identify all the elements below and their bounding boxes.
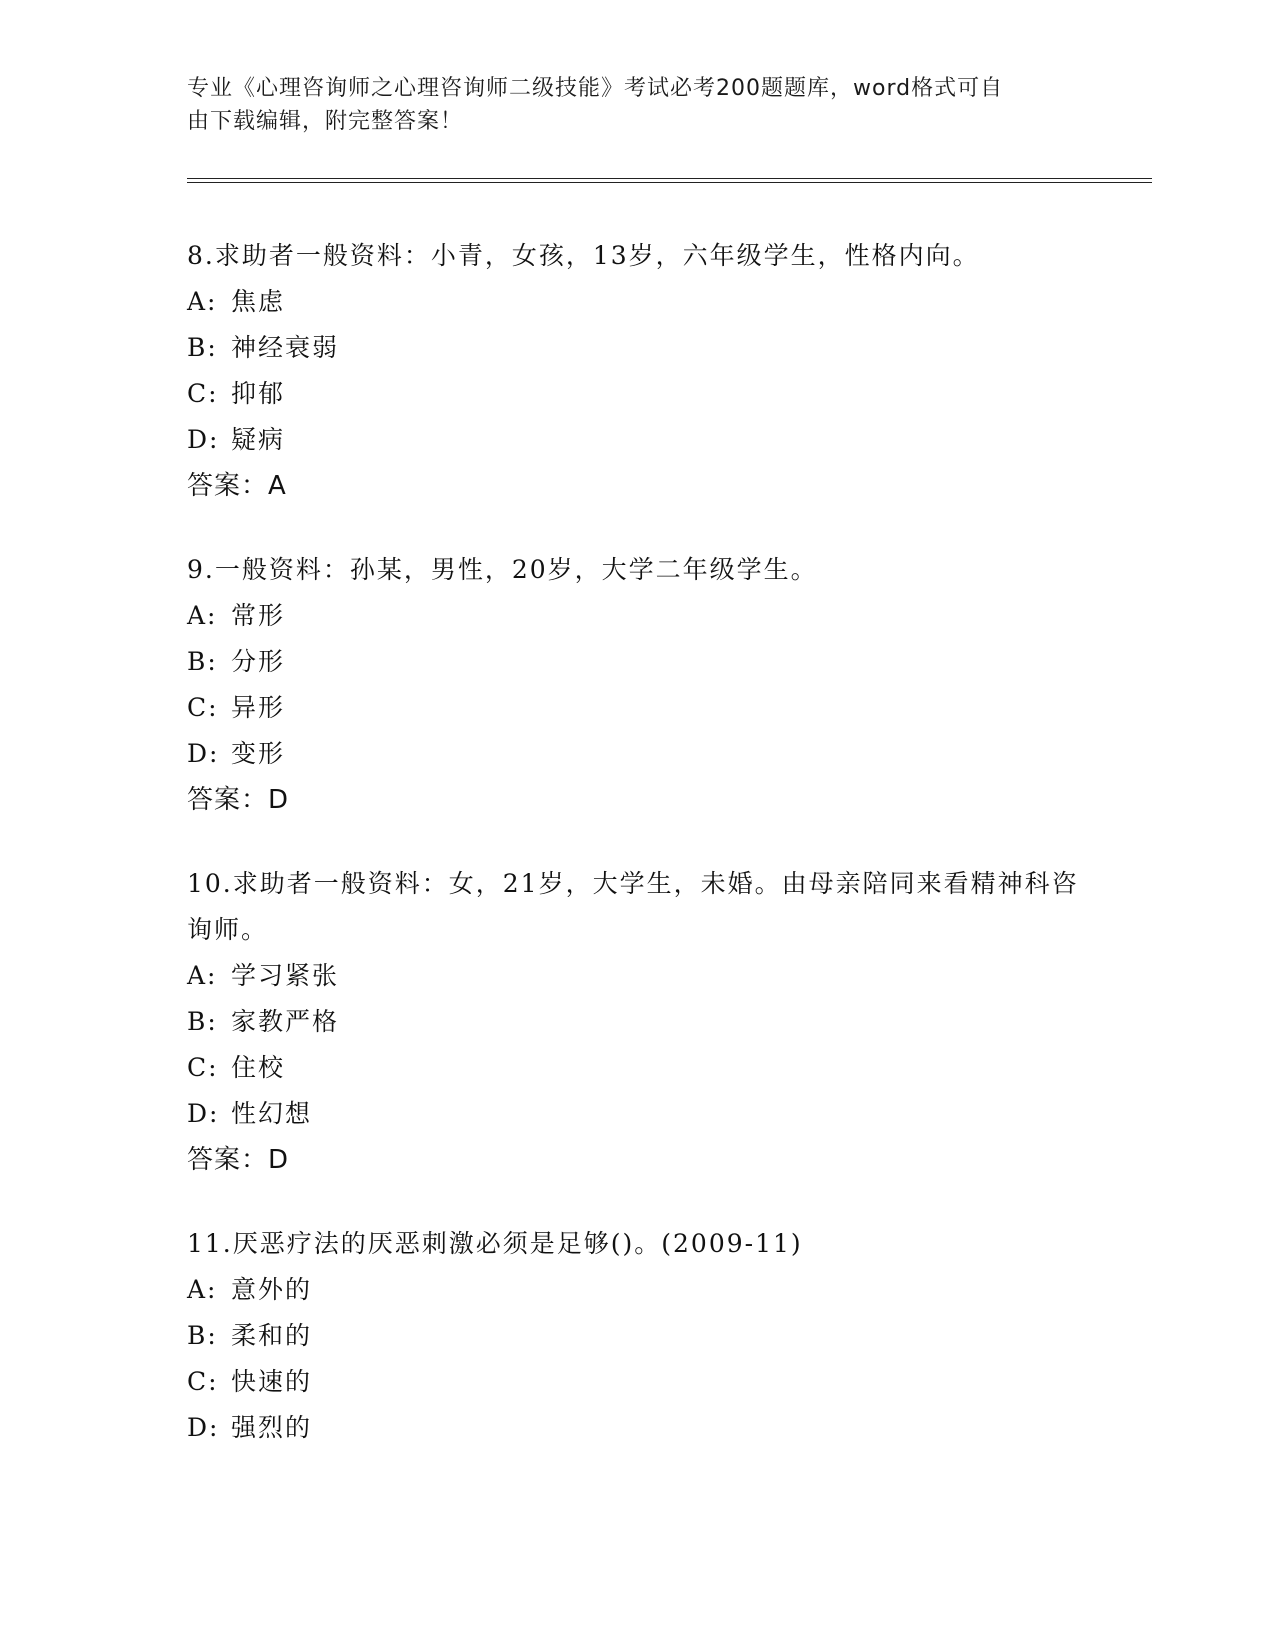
option-c [187,1045,1087,1091]
option-key: C: [187,379,219,408]
option-key: C: [187,1367,219,1396]
option-text: 柔和的 [231,1321,313,1350]
option-text: 常形 [231,601,286,630]
option-key: D: [187,425,220,454]
question-item [187,233,1087,509]
question-text: 11.厌恶疗法的厌恶刺激必须是足够()。(2009-11) [187,1229,803,1258]
option-b [187,1313,1087,1359]
option-text: 性幻想 [231,1099,313,1128]
option-b [187,999,1087,1045]
option-text: 住校 [231,1053,286,1082]
answer-line: 答案：D [187,785,290,815]
question-item [187,547,1087,823]
option-text: 家教严格 [231,1007,340,1036]
option-key: A: [187,601,218,630]
option-text: 学习紧张 [231,961,340,990]
question-text: 9.一般资料：孙某，男性，20岁，大学二年级学生。 [187,555,818,584]
option-b [187,639,1087,685]
option-text: 分形 [231,647,286,676]
question-item [187,1221,1087,1451]
option-text: 快速的 [231,1367,313,1396]
option-key: B: [187,1007,218,1036]
option-a [187,593,1087,639]
question-list [187,233,1087,1489]
option-key: A: [187,961,218,990]
intro-line-2: 由下载编辑，附完整答案！ [187,109,464,134]
intro-line-1: 专业《心理咨询师之心理咨询师二级技能》考试必考200题题库，word格式可自 [187,76,1004,101]
option-d [187,1405,1087,1451]
option-key: C: [187,693,219,722]
option-a [187,953,1087,999]
option-key: B: [187,647,218,676]
option-text: 异形 [231,693,286,722]
option-text: 抑郁 [231,379,286,408]
option-text: 神经衰弱 [231,333,340,362]
option-text: 疑病 [231,425,286,454]
option-c [187,1359,1087,1405]
header-divider-top [187,178,1152,179]
option-key: A: [187,1275,218,1304]
answer-line: 答案：A [187,471,287,501]
option-key: D: [187,739,220,768]
option-key: A: [187,287,218,316]
question-item [187,861,1087,1183]
option-text: 强烈的 [231,1413,313,1442]
option-d [187,1091,1087,1137]
option-c [187,685,1087,731]
option-key: B: [187,333,218,362]
option-key: D: [187,1099,220,1128]
option-key: C: [187,1053,219,1082]
question-text: 8.求助者一般资料：小青，女孩，13岁，六年级学生，性格内向。 [187,241,980,270]
header-divider-bottom [187,182,1152,183]
option-a [187,1267,1087,1313]
option-a [187,279,1087,325]
option-key: D: [187,1413,220,1442]
option-text: 焦虑 [231,287,286,316]
option-text: 变形 [231,739,286,768]
question-text: 10.求助者一般资料：女，21岁，大学生，未婚。由母亲陪同来看精神科咨询师。 [187,869,1079,944]
option-key: B: [187,1321,218,1350]
option-b [187,325,1087,371]
document-intro [187,72,1067,138]
option-d [187,731,1087,777]
option-c [187,371,1087,417]
option-d [187,417,1087,463]
answer-line: 答案：D [187,1145,290,1175]
option-text: 意外的 [231,1275,313,1304]
